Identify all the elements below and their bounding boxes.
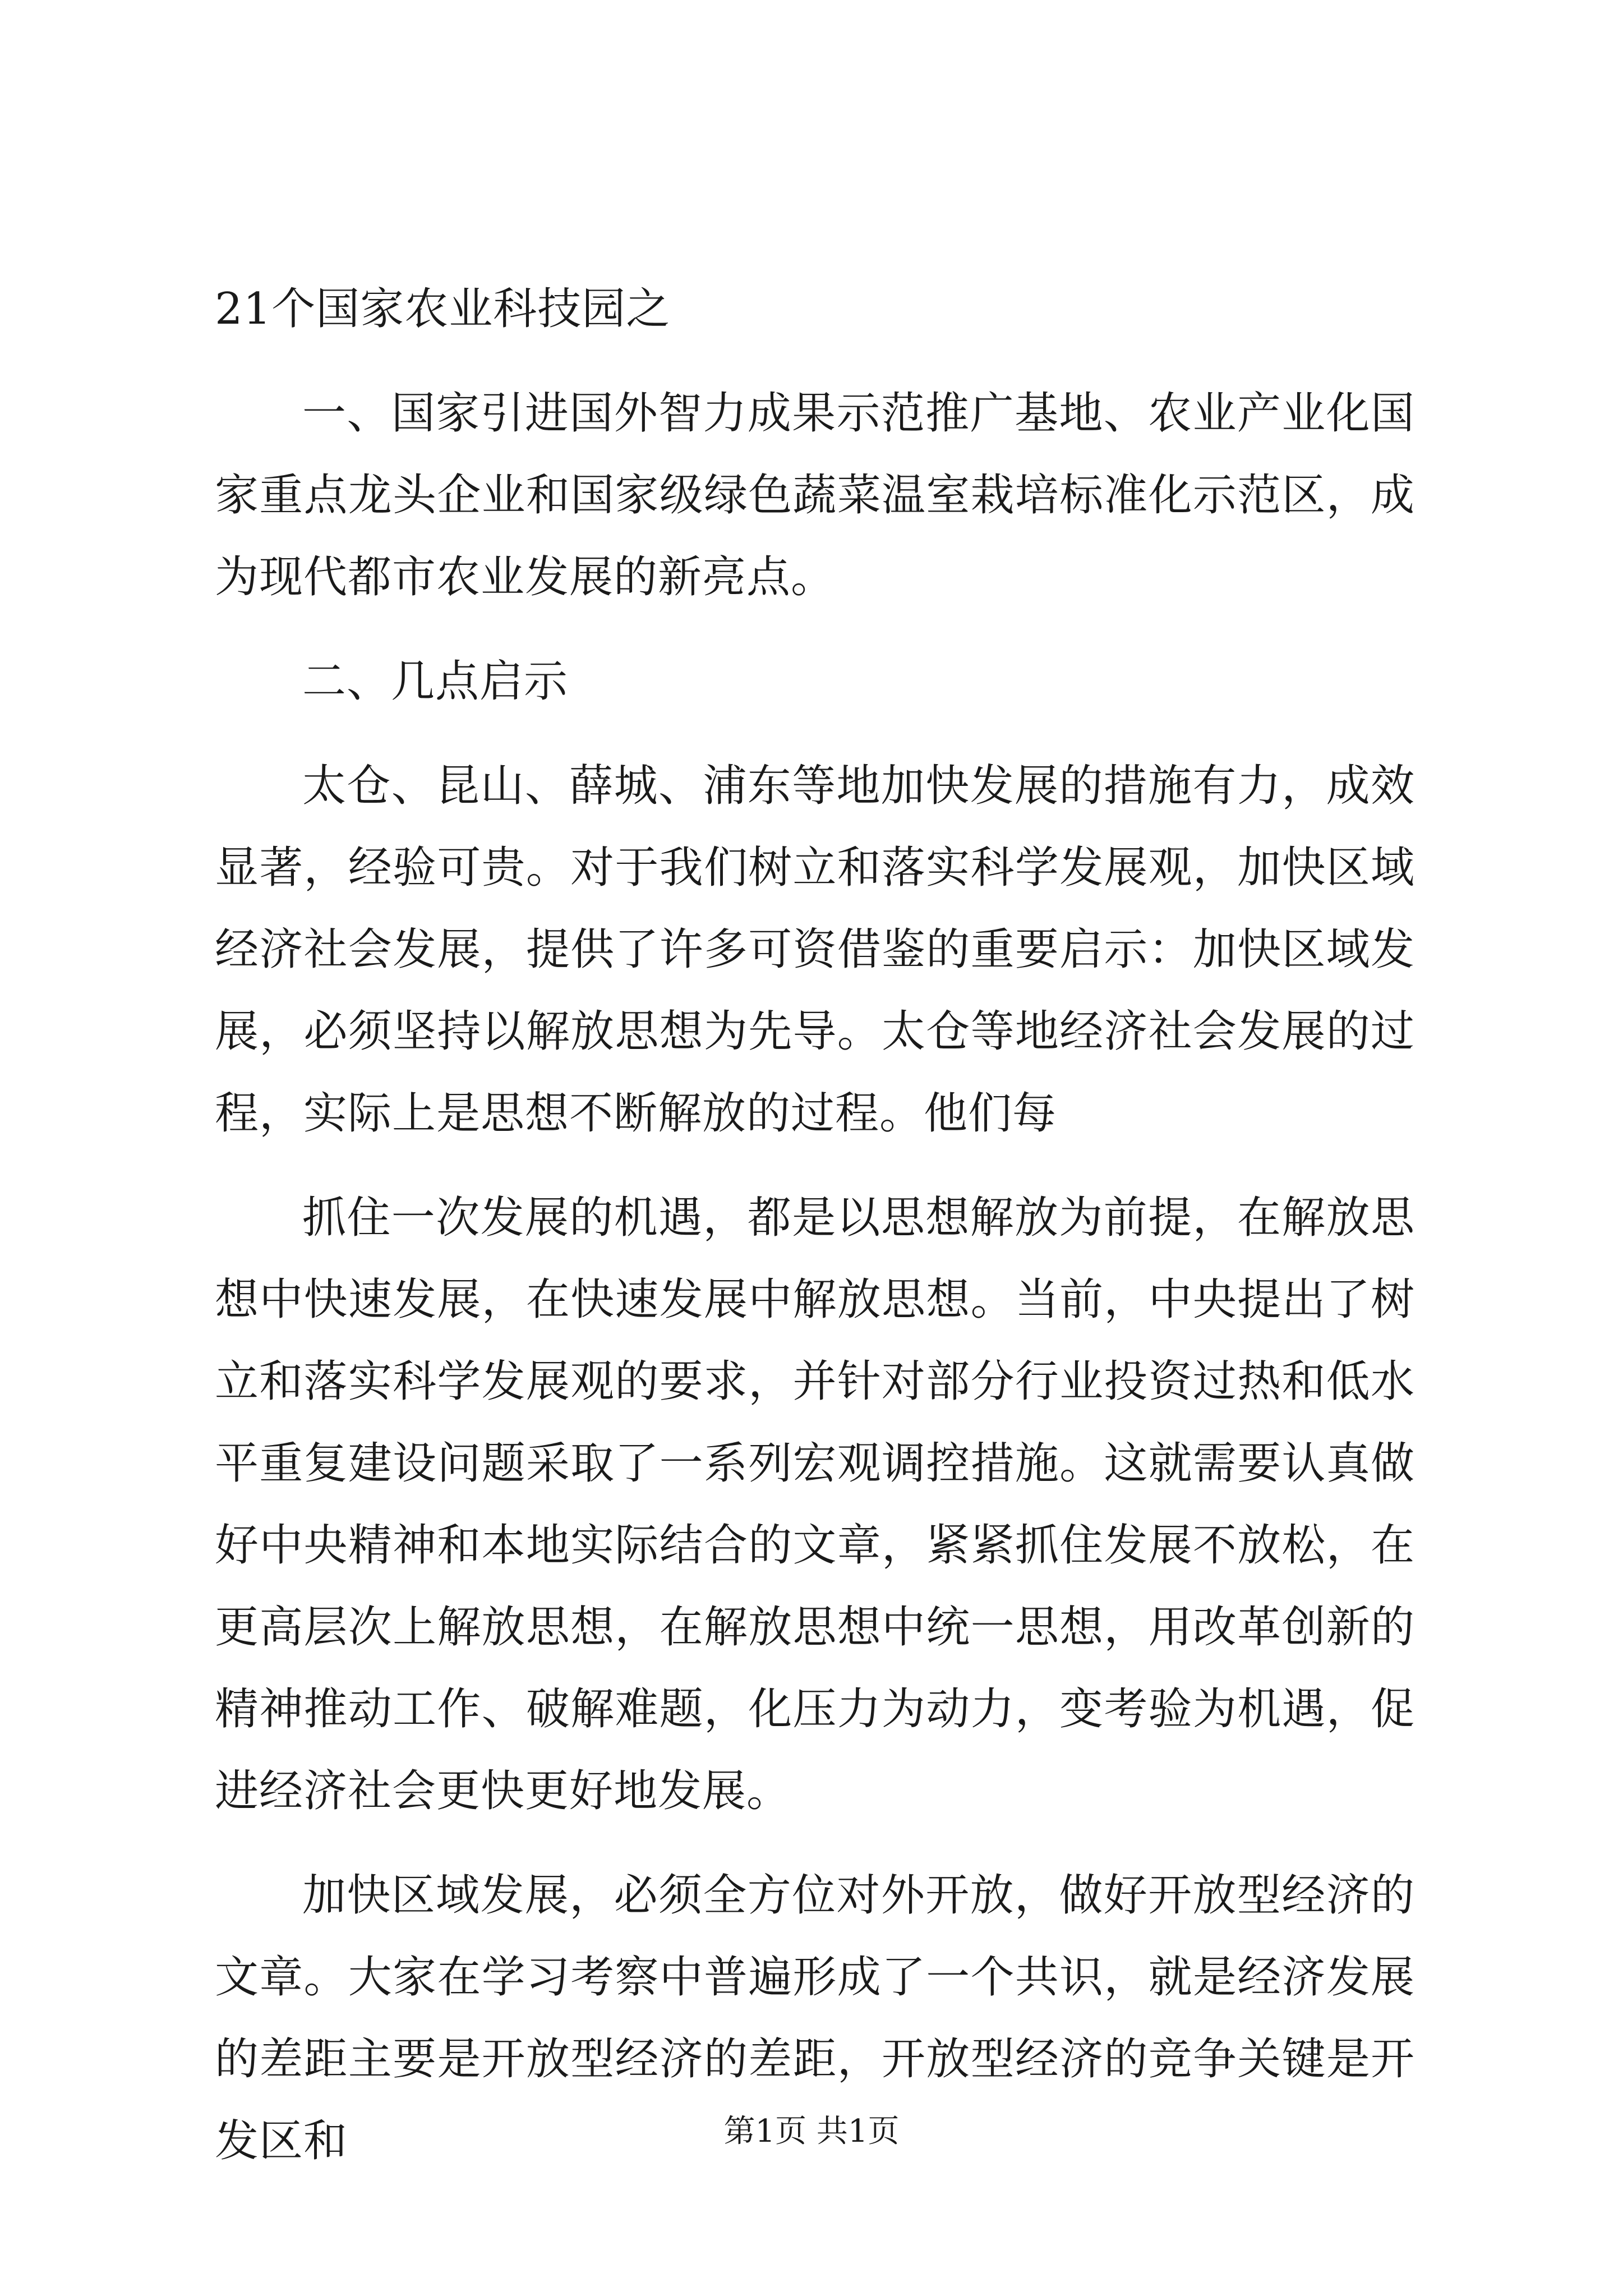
- section-heading: 二、几点启示: [302, 656, 569, 707]
- paragraph: 加快区域发展，必须全方位对外开放，做好开放型经济的文章。大家在学习考察中普遍形成了一个共识，就是经济发展的差距主要是开放型经济的差距，开放型经济的竞争关键是开发区和: [215, 1870, 1415, 2166]
- paragraph: 一、国家引进国外智力成果示范推广基地、农业产业化国家重点龙头企业和国家级绿色蔬菜温室栽培标准化示范区，成为现代都市农业发展的新亮点。: [215, 388, 1415, 602]
- paragraph: 太仓、昆山、薛城、浦东等地加快发展的措施有力，成效显著，经验可贵。对于我们树立和落实科学发展观，加快区域经济社会发展，提供了许多可资借鉴的重要启示：加快区域发展，必须坚持以解放思想为先导。太仓等地经济社会发展的过程，实际上是思想不断解放的过程。他们每: [215, 761, 1415, 1139]
- page-footer: 第1页 共1页: [723, 2113, 900, 2150]
- document-heading: 21个国家农业科技园之: [215, 284, 671, 334]
- paragraph: 抓住一次发展的机遇，都是以思想解放为前提，在解放思想中快速发展，在快速发展中解放思想。当前，中央提出了树立和落实科学发展观的要求，并针对部分行业投资过热和低水平重复建设问题采取了一系列宏观调控措施。这就需要认真做好中央精神和本地实际结合的文章，紧紧抓住发展不放松，在更高层次上解放思想，在解放思想中统一思想，用改革创新的精神推动工作、破解难题，化压力为动力，变考验为机遇，促进经济社会更快更好地发展。: [215, 1193, 1415, 1816]
- document-body: [215, 268, 1415, 2205]
